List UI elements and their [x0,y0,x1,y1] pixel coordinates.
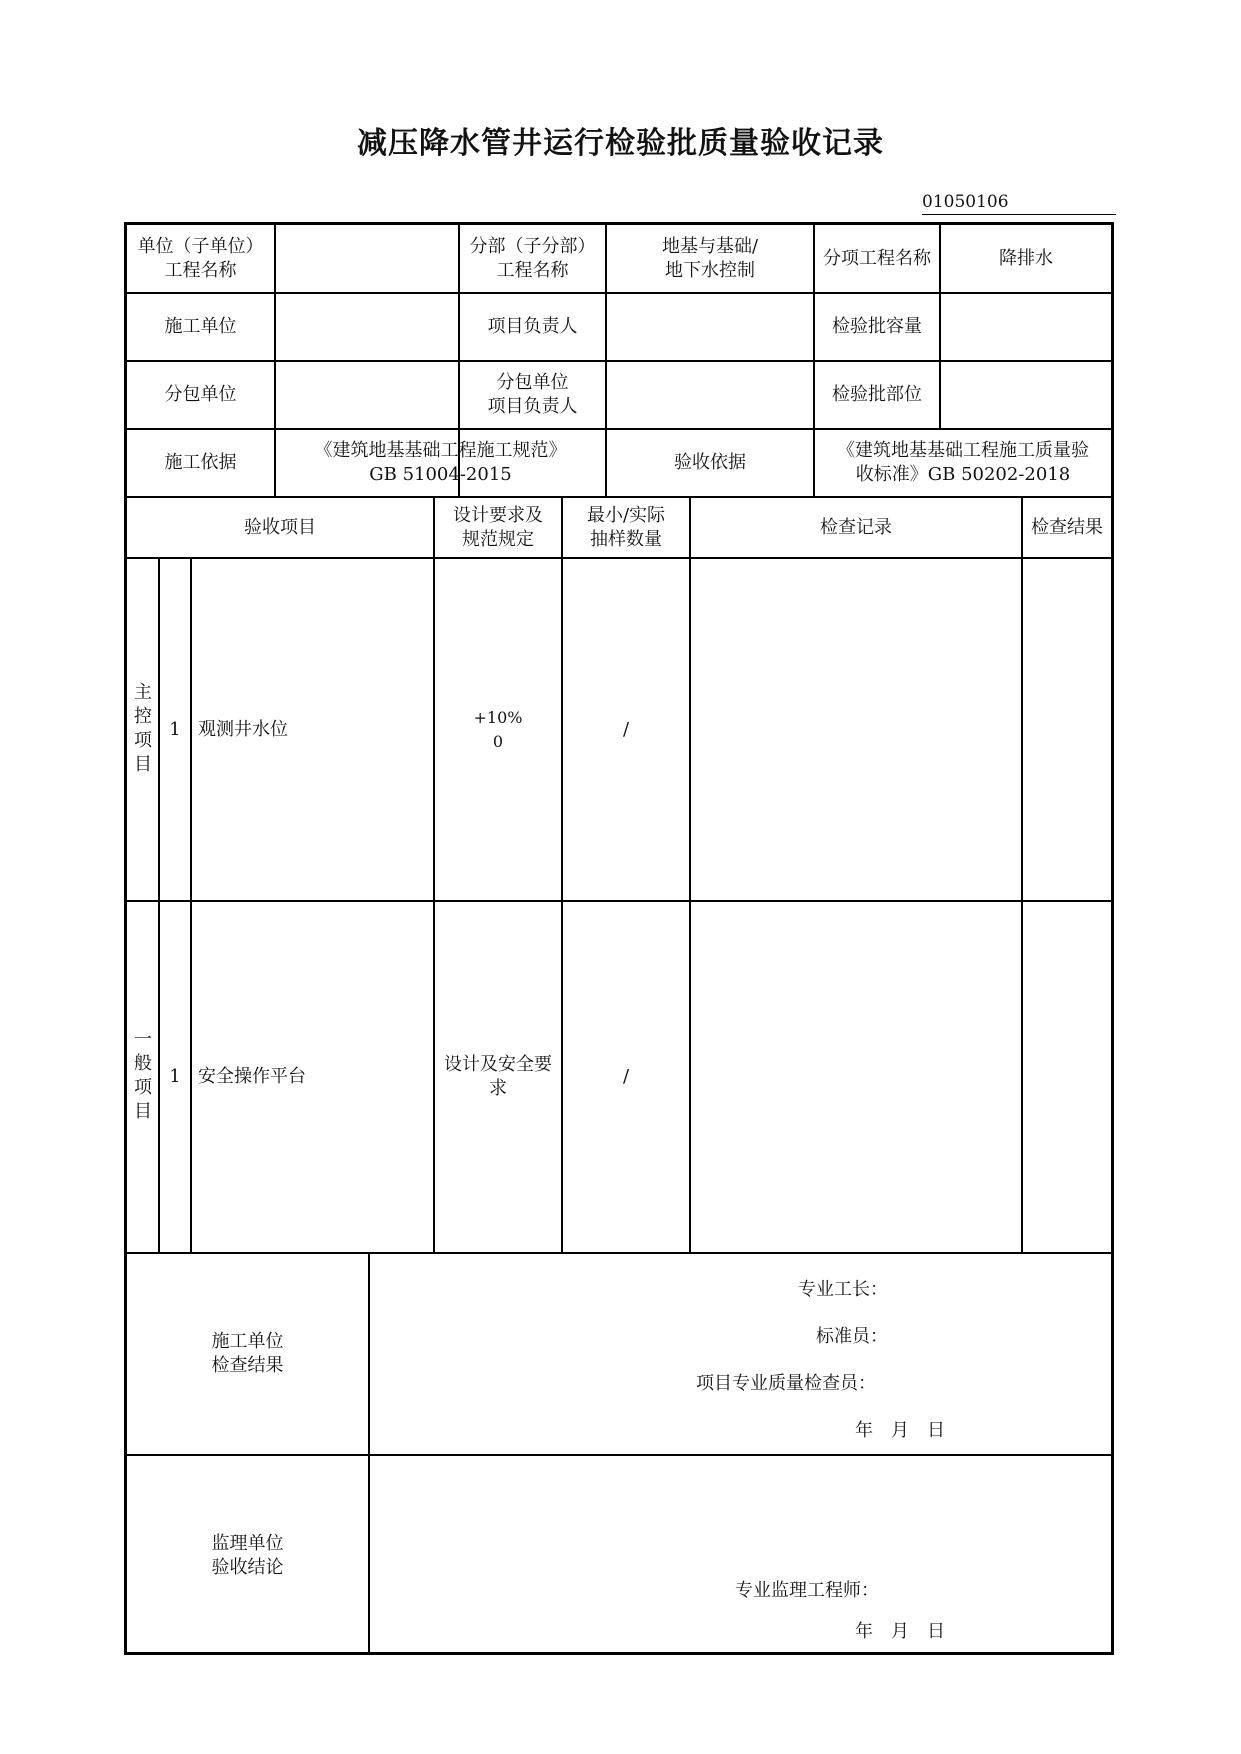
sub-division-label: 分部（子分部） 工程名称 [469,235,596,281]
column-item: 验收项目 [244,516,316,538]
column-record: 检查记录 [820,516,892,538]
general-no: 1 [169,1066,181,1087]
page-title: 减压降水管井运行检验批质量验收记录 [357,126,884,161]
general-result [1023,902,1111,1252]
column-result: 检查结果 [1031,516,1103,538]
unit-name-value [276,225,458,292]
supervision-date: 年 月 日 [855,1621,945,1642]
main-control-record [691,559,1021,900]
main-control-group: 主 控 项 目 [134,682,152,775]
sub-item-label: 分项工程名称 [823,247,931,269]
project-manager-value [607,294,813,360]
sub-pm-value [607,362,813,428]
main-control-design: +10% 0 [473,707,523,751]
construction-check-label: 施工单位 检查结果 [211,1331,284,1376]
subcontractor-value [276,362,458,428]
foreman-signature-label: 专业工长： [798,1279,888,1300]
unit-name-label: 单位（子单位） 工程名称 [137,235,264,281]
construction-check-date: 年 月 日 [855,1420,945,1441]
general-record [691,902,1021,1252]
batch-capacity-value [941,294,1111,360]
general-sample: / [622,1066,630,1087]
batch-capacity-label: 检验批容量 [832,316,922,337]
column-design: 设计要求及 规范规定 [453,504,543,550]
supervision-engineer-label: 专业监理工程师： [735,1580,879,1601]
main-control-result [1023,559,1111,900]
batch-location-label: 检验批部位 [832,384,922,405]
acceptance-basis-label: 验收依据 [674,452,746,473]
column-sample: 最小/实际 抽样数量 [586,504,666,550]
supervision-label: 监理单位 验收结论 [211,1532,284,1578]
main-control-no: 1 [169,718,181,740]
quality-inspector-label: 项目专业质量检查员： [696,1373,876,1394]
general-name: 安全操作平台 [198,1066,306,1087]
acceptance-basis-value: 《建筑地基基础工程施工质量验 收标准》GB 50202-2018 [837,440,1089,485]
main-control-sample: / [622,718,630,740]
main-control-name: 观测井水位 [198,718,288,740]
general-design: 设计及安全要 求 [444,1054,552,1099]
constructor-value [276,294,458,360]
project-manager-label: 项目负责人 [487,316,578,337]
sub-item-value: 降排水 [999,247,1053,269]
batch-location-value [941,362,1111,428]
construction-basis-value: 《建筑地基基础工程施工规范》 GB 51004-2015 [314,440,567,485]
construction-basis-label: 施工依据 [164,452,237,473]
constructor-label: 施工单位 [164,316,237,337]
sub-division-value: 地基与基础/ 地下水控制 [661,235,759,281]
subcontractor-label: 分包单位 [164,384,237,405]
inspection-form [124,222,1114,1655]
form-code: 01050106 [922,192,1116,215]
sub-pm-label: 分包单位 项目负责人 [487,372,578,417]
standard-officer-label: 标准员： [816,1326,888,1347]
general-group: 一 般 项 目 [134,1029,152,1122]
